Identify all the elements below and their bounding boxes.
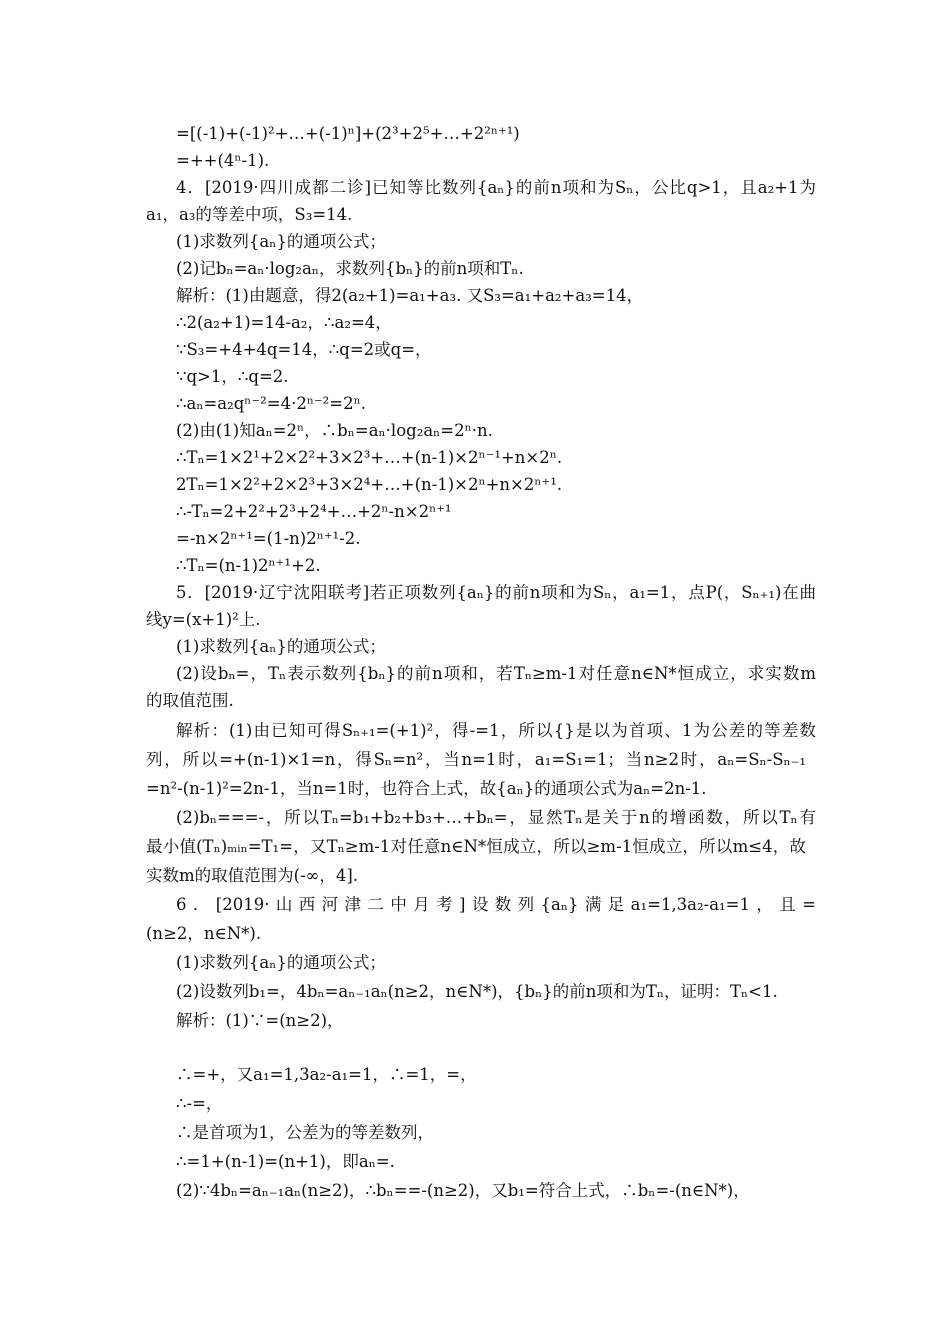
problem-5-line: 5．[2019·辽宁沈阳联考]若正项数列{aₙ}的前n项和为Sₙ，a₁=1，点P(，Sₙ₊₁)在曲: [176, 583, 816, 602]
text-line: (1)求数列{aₙ}的通项公式；: [176, 637, 386, 656]
text-line: ∴-=，: [176, 1094, 223, 1113]
text-line: (1)求数列{aₙ}的通项公式；: [176, 232, 386, 251]
solution-line: 解析：(1)∵=(n≥2)，: [176, 1011, 344, 1030]
text-line: (2)记bₙ=aₙ·log₂aₙ，求数列{bₙ}的前n项和Tₙ.: [176, 259, 524, 278]
text-line: a₁，a₃的等差中项，S₃=14.: [146, 205, 353, 224]
text-line: =n²-(n-1)²=2n-1，当n=1时，也符合上式，故{aₙ}的通项公式为aₙ=2n-1.: [146, 779, 707, 798]
text-line: 的取值范围.: [146, 691, 234, 710]
text-line: ∵q>1，∴q=2.: [176, 367, 289, 386]
text-line: ∴-Tₙ=2+2²+2³+2⁴+…+2ⁿ-n×2ⁿ⁺¹: [176, 502, 452, 521]
text-line: (1)求数列{aₙ}的通项公式；: [176, 953, 386, 972]
solution-line: 解析：(1)由题意，得2(a₂+1)=a₁+a₃. 又S₃=a₁+a₂+a₃=14，: [176, 286, 644, 305]
text-line: (2)设bₙ=，Tₙ表示数列{bₙ}的前n项和，若Tₙ≥m-1对任意n∈N*恒成立，求实数m: [176, 664, 816, 683]
text-line: ∴是首项为1，公差为的等差数列，: [176, 1123, 434, 1142]
text-line: ∴Tₙ=1×2¹+2×2²+3×2³+…+(n-1)×2ⁿ⁻¹+n×2ⁿ.: [176, 448, 563, 467]
text-line: (2)∵4bₙ=aₙ₋₁aₙ(n≥2)，∴bₙ==-(n≥2)，又b₁=符合上式，∴bₙ=-(n∈N*)，: [176, 1181, 750, 1200]
text-line: 2Tₙ=1×2²+2×2³+3×2⁴+…+(n-1)×2ⁿ+n×2ⁿ⁺¹.: [176, 475, 563, 494]
text-line: (2)由(1)知aₙ=2ⁿ，∴bₙ=aₙ·log₂aₙ=2ⁿ·n.: [176, 421, 493, 440]
text-line: ∴aₙ=a₂qⁿ⁻²=4·2ⁿ⁻²=2ⁿ.: [176, 394, 367, 413]
text-line: =++(4ⁿ-1).: [176, 151, 270, 170]
text-line: 线y=(x+1)²上.: [146, 610, 261, 629]
text-line: ∴Tₙ=(n-1)2ⁿ⁺¹+2.: [176, 556, 321, 575]
text-line: =-n×2ⁿ⁺¹=(1-n)2ⁿ⁺¹-2.: [176, 529, 361, 548]
problem-4-line: 4．[2019·四川成都二诊]已知等比数列{aₙ}的前n项和为Sₙ，公比q>1，且a₂+1为: [176, 178, 816, 197]
text-line: ∴=+，又a₁=1,3a₂-a₁=1，∴=1，=，: [176, 1065, 477, 1084]
problem-6-line: 6．[2019·山西河津二中月考]设数列{aₙ}满足a₁=1,3a₂-a₁=1，且=: [176, 895, 816, 914]
text-line: ∴2(a₂+1)=14-a₂，∴a₂=4，: [176, 313, 392, 332]
solution-line: 解析：(1)由已知可得Sₙ₊₁=(+1)²，得-=1，所以{}是以为首项、1为公差的等差数: [176, 721, 816, 740]
text-line: 列，所以=+(n-1)×1=n，得Sₙ=n²，当n=1时，a₁=S₁=1；当n≥2时，aₙ=Sₙ-Sₙ₋₁: [146, 750, 806, 769]
text-line: =[(-1)+(-1)²+…+(-1)ⁿ]+(2³+2⁵+…+2²ⁿ⁺¹): [176, 124, 520, 143]
text-line: 实数m的取值范围为(-∞，4].: [146, 866, 359, 885]
text-line: ∴=1+(n-1)=(n+1)，即aₙ=.: [176, 1152, 395, 1171]
text-line: 最小值(Tₙ)ₘᵢₙ=T₁=，又Tₙ≥m-1对任意n∈N*恒成立，所以≥m-1恒成立，所以m≤4，故: [146, 837, 806, 856]
text-line: (2)设数列b₁=，4bₙ=aₙ₋₁aₙ(n≥2，n∈N*)，{bₙ}的前n项和为Tₙ，证明：Tₙ<1.: [176, 982, 778, 1001]
text-line: ∵S₃=+4+4q=14，∴q=2或q=，: [176, 340, 432, 359]
text-line: (n≥2，n∈N*).: [146, 924, 262, 943]
text-line: (2)bₙ===-，所以Tₙ=b₁+b₂+b₃+…+bₙ=，显然Tₙ是关于n的增函数，所以Tₙ有: [176, 808, 816, 827]
